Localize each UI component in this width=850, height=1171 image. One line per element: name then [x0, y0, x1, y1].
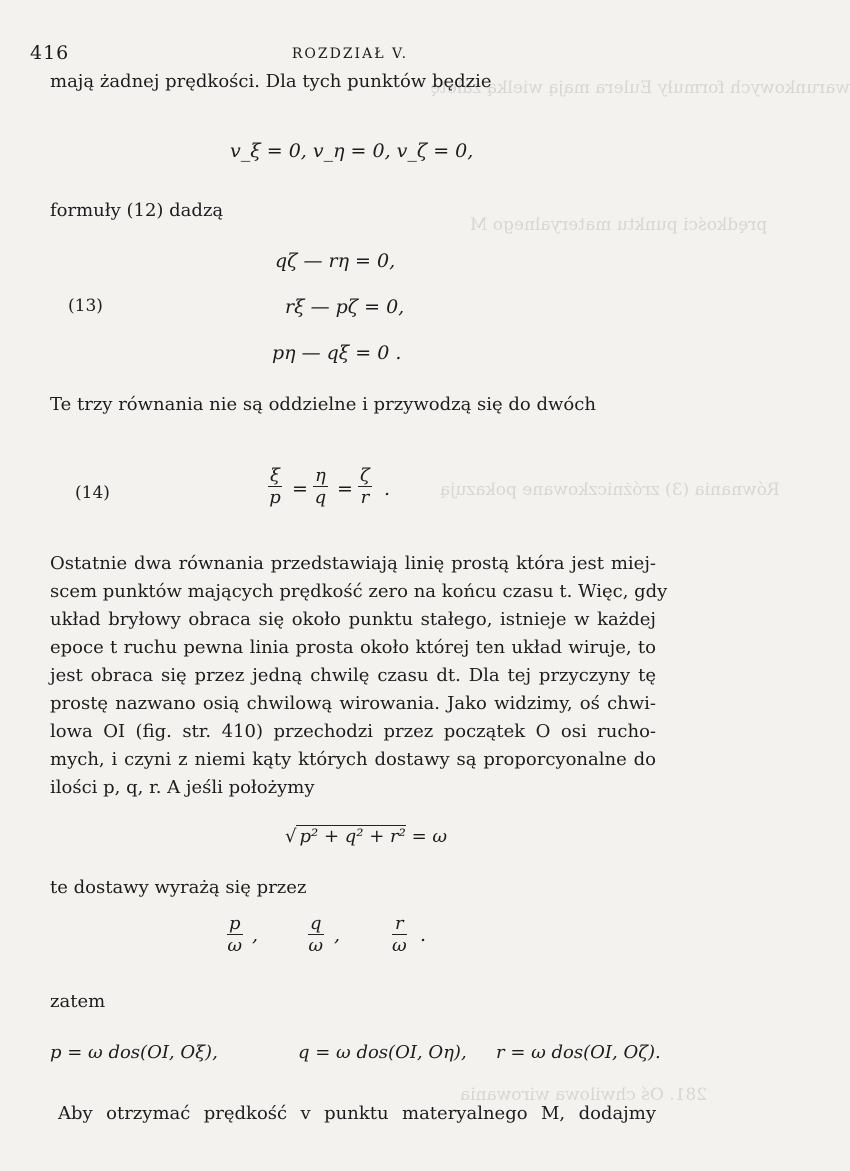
equation-13b: rξ — pζ = 0,	[285, 296, 405, 318]
text-line: scem punktów mających prędkość zero na końcu czasu t. Więc, gdy	[50, 581, 668, 602]
text-line: układ bryłowy obraca się około punktu stałego, istnieje w każdej	[50, 609, 656, 630]
text-line: jest obraca się przez jedną chwilę czasu dt. Dla tej przyczyny tę	[50, 665, 656, 686]
radicand: p² + q² + r²	[296, 825, 405, 847]
show-through-text: prędkości punktu materyalnego M	[470, 215, 768, 235]
text-line: zatem	[50, 991, 106, 1012]
velocity-equations: v_ξ = 0, v_η = 0, v_ζ = 0,	[230, 140, 474, 162]
fraction-p-omega: $\frac{p}{\omega}$	[227, 913, 243, 956]
cos-equation-c: r = ω dos(OI, Oζ).	[496, 1042, 661, 1063]
text-line: mają żadnej prędkości. Dla tych punktów będzie	[50, 71, 492, 92]
text-line: Te trzy równania nie są oddzielne i przywodzą się do dwóch	[50, 394, 596, 415]
equation-13a: qζ — rη = 0,	[275, 250, 396, 272]
text-line: Ostatnie dwa równania przedstawiają linię prostą która jest miej-	[50, 553, 656, 574]
text-line: mych, i czyni z niemi kąty których dostawy są proporcyonalne do	[50, 749, 656, 770]
omega-equation	[285, 826, 447, 847]
text-line: formuły (12) dadzą	[50, 200, 224, 221]
equation-number: (14)	[75, 483, 110, 503]
text-line: ilości p, q, r. A jeśli położymy	[50, 777, 315, 798]
text-line: lowa OI (fig. str. 410) przechodzi przez początek O osi rucho-	[50, 721, 656, 742]
period: .	[420, 924, 427, 946]
text-line: Aby otrzymać prędkość v punktu materyalnego M, dodajmy	[58, 1103, 656, 1124]
period: .	[384, 478, 391, 500]
show-through-text: Równania (3) zróżniczkowane pokazują	[440, 480, 780, 500]
comma: ,	[252, 924, 259, 946]
text-line: te dostawy wyrażą się przez	[50, 877, 307, 898]
equation-number: (13)	[68, 296, 103, 316]
show-through-text: warunkowych formuły Eulera mają wielką zaletę	[430, 78, 850, 98]
fraction-eta-q: $\frac{\eta}{q}$	[314, 465, 327, 508]
show-through-text: 281. Oś chwilowa wirowania	[460, 1085, 708, 1105]
fraction-xi-p: $\frac{\xi}{p}$	[269, 465, 281, 508]
text-line: prostę nazwano osią chwilową wirowania. Jako widzimy, oś chwi-	[50, 693, 656, 714]
fraction-r-omega: $\frac{r}{\omega}$	[392, 913, 407, 956]
cos-equation-a: p = ω dos(OI, Oξ),	[50, 1042, 218, 1063]
sqrt-sign: √	[285, 826, 297, 847]
fraction-zeta-r: $\frac{\zeta}{r}$	[360, 465, 370, 508]
equation-13c: pη — qξ = 0 .	[272, 342, 402, 364]
equals-sign: =	[337, 478, 353, 500]
fraction-q-omega: $\frac{q}{\omega}$	[308, 913, 324, 956]
running-title: ROZDZIAŁ V.	[291, 46, 409, 62]
omega-rhs: = ω	[411, 826, 448, 847]
cos-equation-b: q = ω dos(OI, Oη),	[298, 1042, 467, 1063]
text-line: epoce t ruchu pewna linia prosta około której ten układ wiruje, to	[50, 637, 656, 658]
page-number: 416	[30, 42, 70, 64]
page-header	[30, 42, 670, 68]
equals-sign: =	[292, 478, 308, 500]
comma: ,	[334, 924, 341, 946]
